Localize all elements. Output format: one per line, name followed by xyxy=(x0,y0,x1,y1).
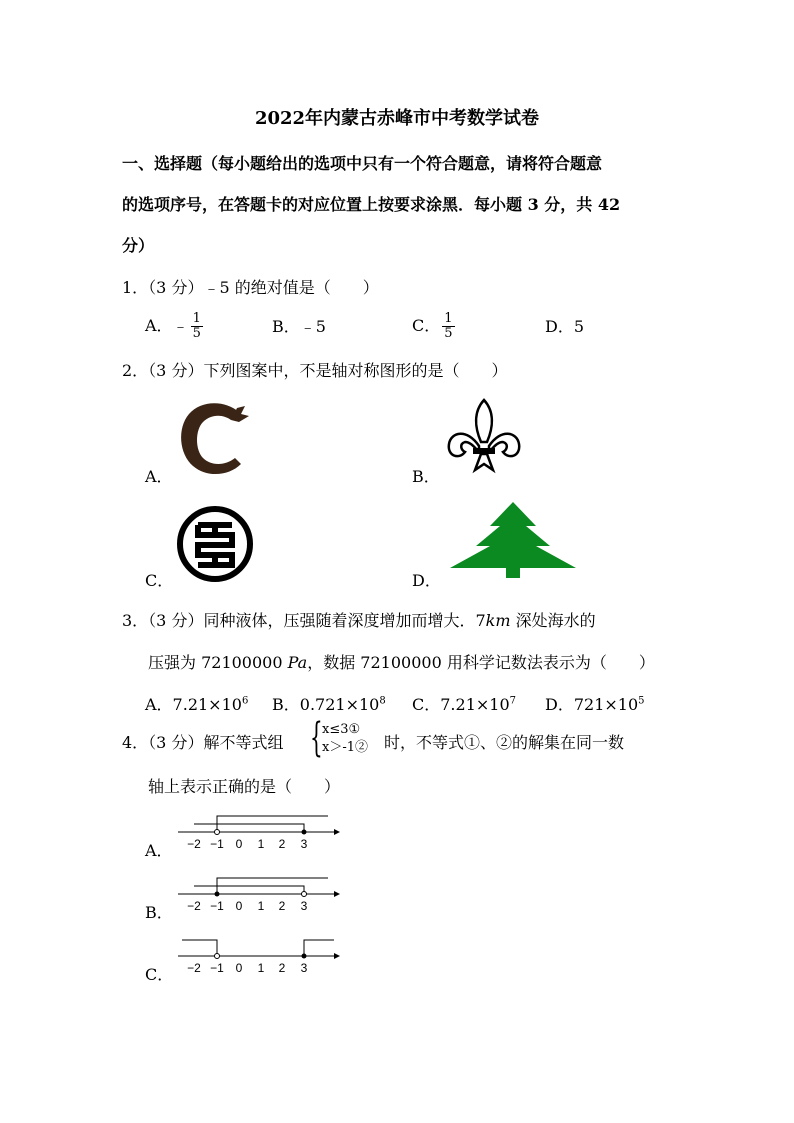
q1-stem: 1．（3 分）﹣5 的绝对值是（ ） xyxy=(122,278,379,297)
q1-option-a xyxy=(145,312,205,341)
q4-number-line-b xyxy=(176,870,340,918)
q2-option-c-label: C． xyxy=(145,571,174,590)
q3-option-d-base: D．721×10 xyxy=(545,695,639,714)
q4-option-b-label: B． xyxy=(145,903,173,922)
q2-stem: 2．（3 分）下列图案中，不是轴对称图形的是（ ） xyxy=(122,361,508,380)
q3-line2-pre: 压强为 72100000 xyxy=(148,653,288,672)
q3-option-d xyxy=(545,692,645,715)
q1-option-d: D．5 xyxy=(545,317,585,336)
tick-label: 0 xyxy=(235,961,243,975)
section-heading-line3: 分） xyxy=(122,236,155,255)
q3-option-a-exponent: 6 xyxy=(241,695,249,707)
q1-option-a-label: A．﹣ xyxy=(145,316,189,335)
q4-stem-post: 时，不等式①、②的解集在同一数 xyxy=(384,733,625,752)
tick-label: 2 xyxy=(278,837,286,851)
coin-symbol-figure xyxy=(176,505,254,583)
q3-option-a xyxy=(145,692,248,715)
tick-label: 0 xyxy=(235,837,243,851)
q3-stem-line2 xyxy=(148,650,655,673)
q3-option-b-base: B．0.721×10 xyxy=(272,695,380,714)
tick-label: 2 xyxy=(278,961,286,975)
q4-stem-line2: 轴上表示正确的是（ ） xyxy=(148,777,341,796)
q3-option-d-exponent: 5 xyxy=(638,695,645,707)
q1-a-numerator: 1 xyxy=(192,311,201,326)
q4-number-line-a xyxy=(176,808,340,856)
q3-stem-line1 xyxy=(122,608,596,631)
q2-option-d-label: D． xyxy=(412,571,441,590)
tick-label: 2 xyxy=(278,899,286,913)
crescent-c-figure xyxy=(175,398,255,480)
fleur-de-lis-figure xyxy=(443,398,525,478)
q4-inequality-2: x＞-1② xyxy=(322,740,368,755)
tick-label: 1 xyxy=(257,899,265,913)
q3-option-c-base: C．7.21×10 xyxy=(412,695,510,714)
tick-label: 1 xyxy=(257,837,265,851)
q1-option-c xyxy=(412,312,457,341)
tick-label: −1 xyxy=(210,899,224,913)
tick-label: −1 xyxy=(210,837,224,851)
section-heading-line1: 一、选择题（每小题给出的选项中只有一个符合题意，请将符合题意 xyxy=(122,154,603,173)
q3-stem-pre: 3．（3 分）同种液体，压强随着深度增加而增大．7 xyxy=(122,611,486,630)
tick-label: −2 xyxy=(187,837,201,851)
q4-stem-pre: 4．（3 分）解不等式组 xyxy=(122,733,284,752)
page-title: 2022年内蒙古赤峰市中考数学试卷 xyxy=(254,108,540,129)
tick-label: −2 xyxy=(187,961,201,975)
q3-option-a-base: A．7.21×10 xyxy=(145,695,242,714)
q4-number-line-c xyxy=(176,932,340,980)
tick-label: 3 xyxy=(300,899,308,913)
q2-option-a-label: A． xyxy=(145,467,173,486)
section-heading-line2: 的选项序号，在答题卡的对应位置上按要求涂黑．每小题 3 分，共 42 xyxy=(122,195,621,214)
q1-option-b: B．﹣5 xyxy=(272,317,326,336)
q3-stem-post: 深处海水的 xyxy=(510,611,596,630)
q1-c-denominator: 5 xyxy=(444,326,453,341)
tick-label: 1 xyxy=(257,961,265,975)
tick-label: 0 xyxy=(235,899,243,913)
tick-label: −2 xyxy=(187,899,201,913)
q3-unit-km: km xyxy=(485,611,511,630)
tick-label: 3 xyxy=(300,961,308,975)
q1-c-numerator: 1 xyxy=(444,311,453,326)
q3-line2-post: ，数据 72100000 用科学记数法表示为（ ） xyxy=(307,653,655,672)
q3-unit-pa: Pa xyxy=(287,653,308,672)
q4-option-a-label: A． xyxy=(145,841,173,860)
q3-option-c xyxy=(412,692,516,715)
q4-brace-icon: { xyxy=(310,715,323,761)
tick-label: −1 xyxy=(210,961,224,975)
tick-label: 3 xyxy=(300,837,308,851)
q1-option-a-fraction xyxy=(191,312,203,341)
q3-option-b-exponent: 8 xyxy=(379,695,386,707)
q3-option-c-exponent: 7 xyxy=(509,695,517,707)
q4-option-c-label: C． xyxy=(145,965,174,984)
q4-inequality-1: x≤3① xyxy=(322,722,361,737)
q4-inequality-system xyxy=(322,721,368,757)
q1-option-c-fraction xyxy=(442,312,454,341)
q1-option-c-label: C． xyxy=(412,316,441,335)
q1-a-denominator: 5 xyxy=(192,326,201,341)
q3-option-b xyxy=(272,692,386,715)
pine-tree-figure xyxy=(446,500,580,580)
q2-option-b-label: B． xyxy=(412,467,440,486)
